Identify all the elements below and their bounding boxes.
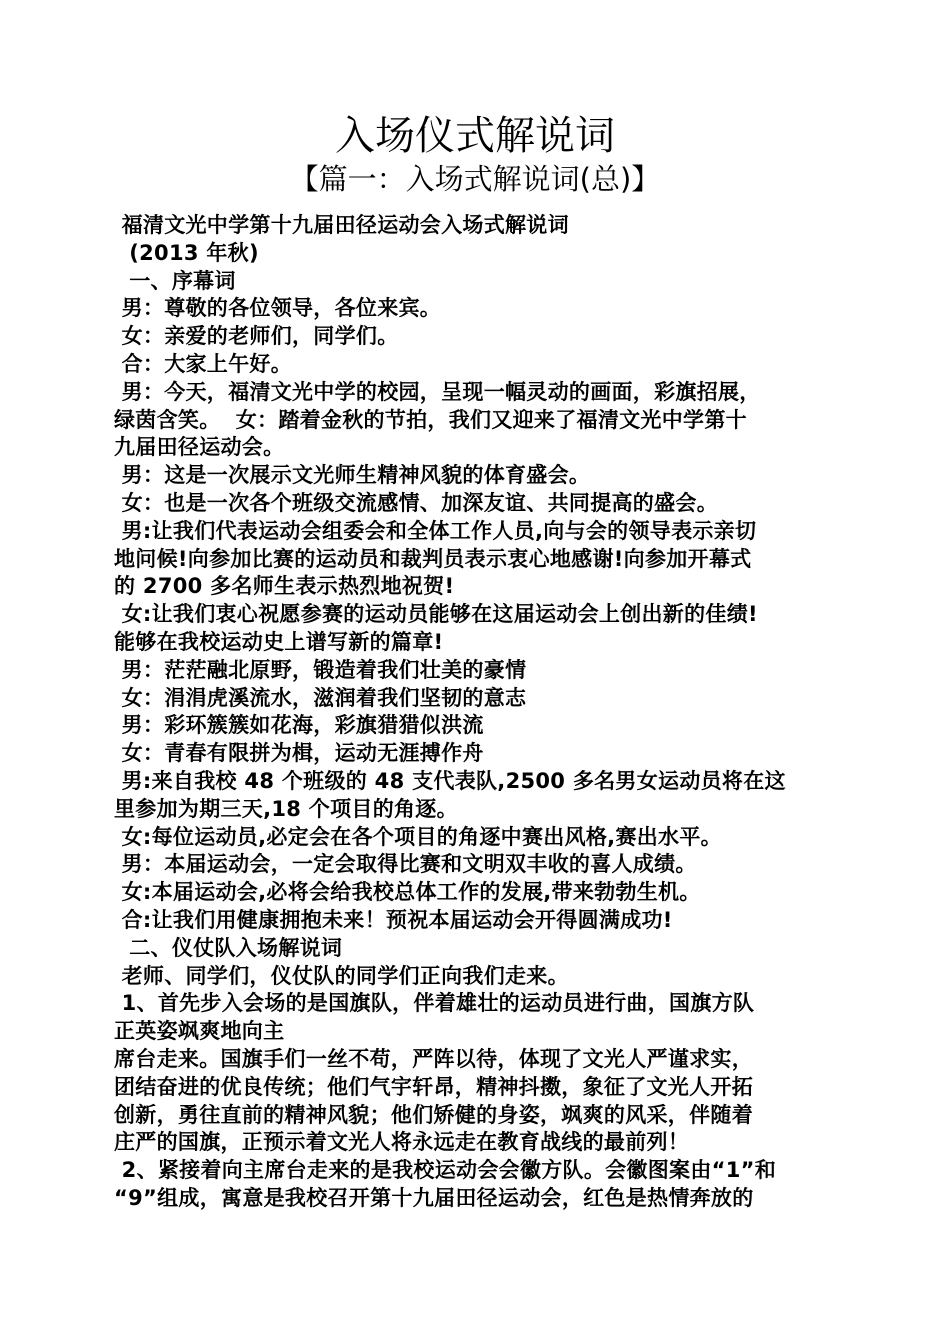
text-line: 二、仪仗队入场解说词 (114, 935, 343, 960)
text-line: 男:让我们代表运动会组委会和全体工作人员,向与会的领导表示亲切 (114, 518, 757, 543)
text-line: 2、紧接着向主席台走来的是我校运动会会徽方队。会徽图案由“1”和 (114, 1158, 777, 1183)
text-line: 男：这是一次展示文光师生精神风貌的体育盛会。 (114, 463, 591, 488)
text-line: 男:来自我校 48 个班级的 48 支代表队,2500 多名男女运动员将在这 (114, 768, 786, 793)
text-line: 男：尊敬的各位领导，各位来宾。 (114, 296, 442, 321)
text-line: (2013 年秋) (114, 240, 259, 265)
text-line: 男：茫茫融北原野，锻造着我们壮美的豪情 (114, 657, 527, 682)
text-line: 女：涓涓虎溪流水，滋润着我们坚韧的意志 (114, 685, 527, 710)
text-line: 能够在我校运动史上谱写新的篇章! (114, 629, 444, 654)
text-line: 一、序幕词 (114, 268, 236, 293)
text-line: 绿茵含笑。 女：踏着金秋的节拍，我们又迎来了福清文光中学第十 (114, 407, 747, 432)
text-line: 合：大家上午好。 (114, 351, 293, 376)
text-line: 创新，勇往直前的精神风貌；他们矫健的身姿，飒爽的风采，伴随着 (114, 1102, 753, 1127)
text-line: 团结奋进的优良传统；他们气宇轩昂，精神抖擞，象征了文光人开拓 (114, 1074, 753, 1099)
text-line: 女:每位运动员,必定会在各个项目的角逐中赛出风格,赛出水平。 (114, 824, 722, 849)
text-line: 1、首先步入会场的是国旗队，伴着雄壮的运动员进行曲，国旗方队 (114, 991, 755, 1016)
text-line: 女:本届运动会,必将会给我校总体工作的发展,带来勃勃生机。 (114, 880, 701, 905)
text-line: 福清文光中学第十九届田径运动会入场式解说词 (114, 213, 569, 237)
text-line: 九届田径运动会。 (114, 435, 285, 460)
text-line: 的 2700 多名师生表示热烈地祝贺! (114, 574, 455, 599)
text-line: 老师、同学们，仪仗队的同学们正向我们走来。 (114, 963, 569, 988)
text-line: 庄严的国旗，正预示着文光人将永远走在教育战线的最前列！ (114, 1130, 690, 1155)
text-line: 女：也是一次各个班级交流感情、加深友谊、共同提高的盛会。 (114, 490, 719, 515)
text-line: 男：今天，福清文光中学的校园，呈现一幅灵动的画面，彩旗招展， (114, 379, 761, 404)
text-line: 合:让我们用健康拥抱未来！预祝本届运动会开得圆满成功! (114, 907, 673, 932)
text-line: 女：亲爱的老师们，同学们。 (114, 324, 399, 349)
document-body (114, 212, 844, 1213)
text-line: “9”组成，寓意是我校召开第十九届田径运动会，红色是热情奔放的 (114, 1185, 754, 1210)
text-line: 里参加为期三天,18 个项目的角逐。 (114, 796, 458, 821)
document-title: 入场仪式解说词 (335, 113, 615, 159)
text-line: 女：青春有限拼为楫，运动无涯搏作舟 (114, 741, 484, 766)
text-line: 男：彩环簇簇如花海，彩旗猎猎似洪流 (114, 713, 484, 738)
text-line: 席台走来。国旗手们一丝不苟，严阵以待，体现了文光人严谨求实， (114, 1046, 753, 1071)
text-line: 地问候!向参加比赛的运动员和裁判员表示衷心地感谢!向参加开幕式 (114, 546, 752, 571)
text-line: 女:让我们衷心祝愿参赛的运动员能够在这届运动会上创出新的佳绩! (114, 602, 758, 627)
text-line: 正英姿飒爽地向主 (114, 1019, 285, 1044)
text-line: 男：本届运动会，一定会取得比赛和文明双丰收的喜人成绩。 (114, 852, 697, 877)
document-subtitle: 【篇一：入场式解说词(总)】 (289, 162, 661, 196)
